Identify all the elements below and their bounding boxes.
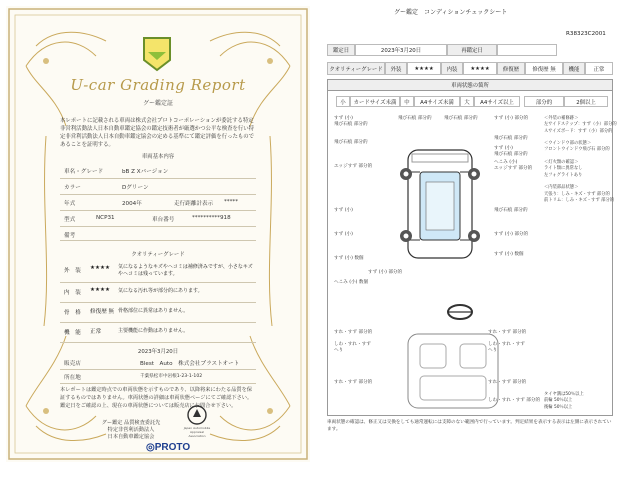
location-label: 所在地 bbox=[64, 375, 81, 381]
quality-label: クオリティーグレード bbox=[327, 62, 385, 75]
diagram-label: しわ・すれ・すず 部分的 bbox=[488, 398, 541, 403]
chassis-label: 車台番号 bbox=[152, 217, 175, 223]
date-label: 鑑定日 bbox=[327, 44, 355, 56]
sheet-code: R38323C2001 bbox=[566, 31, 606, 37]
grade-row-frame bbox=[60, 304, 256, 323]
diagram-label: すず (小) bbox=[334, 208, 353, 213]
legend-medium: 中 bbox=[400, 96, 414, 107]
field-label: 備考 bbox=[64, 233, 76, 239]
diagram-label: すれ・すず 部分的 bbox=[334, 380, 373, 385]
grade-label: 内 装 bbox=[64, 290, 81, 296]
diagram-label: すれ・すず 部分的 bbox=[334, 330, 373, 335]
car-top-view-diagram bbox=[390, 144, 490, 264]
certificate-intro: 本レポートに記載される車両は株式会社プロトコーポレーションが委託する特定非営利活動法人日本自動車鑑定協会の鑑定技術者が厳選かつ公平な検査を行い特定非営利活動法人日本自動車鑑定協会の定める基準にて鑑定評価を行ったものであることを証明する。 bbox=[60, 118, 255, 148]
field-row-notes bbox=[60, 226, 256, 241]
field-label: 型式 bbox=[64, 217, 76, 223]
function-label: 機能 bbox=[563, 62, 585, 75]
field-row-year bbox=[60, 194, 256, 211]
legend-large: 大 bbox=[460, 96, 474, 107]
diagram-label: 飛び石痕 部分的 bbox=[398, 116, 432, 121]
grade-label: 骨 格 bbox=[64, 310, 81, 316]
certificate-subtitle: グー鑑定証 bbox=[142, 100, 173, 107]
org-line: グー鑑定 品質検査委託先 bbox=[101, 420, 161, 426]
diagram-label: エッジすず 部分的 bbox=[334, 164, 373, 169]
grade-desc: 主要機能に作動はありません。 bbox=[118, 328, 189, 334]
grading-certificate bbox=[6, 6, 310, 462]
diagram-label: 飛び石痕 部分的 bbox=[334, 140, 368, 145]
field-row-color bbox=[60, 178, 256, 195]
repair-value: 修復歴 無 bbox=[525, 62, 563, 75]
location-value: 千葉県松市中岩根1-23-1-102 bbox=[140, 374, 203, 379]
grade-row-interior bbox=[60, 284, 256, 303]
function-value: 正常 bbox=[585, 62, 613, 75]
diagram-label: 飛び石痕 部分的 bbox=[494, 208, 528, 213]
store-label: 販売店 bbox=[64, 361, 81, 367]
grade-label: 外 装 bbox=[64, 268, 81, 274]
mileage-value: ***** bbox=[224, 199, 238, 205]
grade-row-function bbox=[60, 324, 256, 343]
grade-stars: 修復歴 無 bbox=[90, 309, 115, 315]
diagram-label: しわ・すれ・すず へり bbox=[334, 342, 371, 353]
grade-stars: ★★★★ bbox=[90, 287, 111, 293]
legend-multiple: 2個以上 bbox=[564, 96, 608, 107]
diagram-label: すず (小) 飛び石痕 部分的 bbox=[494, 146, 528, 157]
side-notes: ＜外装の補修跡＞ 左サイドステップ：すず（小）部分的 Ａサイズボード：すず（小）部分的 ＜ウインドウ部の状態＞ フロントウインドウ飛び石 部分的 ＜灯火類の確認＞ ライト類に異常なし 左フォグライトあり ＜内装部品状態＞ 天張り：しみ・キズ・すず 部分的 前トリム：しみ・キズ・すず 部分的 bbox=[544, 116, 617, 203]
field-row-model bbox=[60, 210, 256, 227]
field-row-name bbox=[60, 162, 256, 179]
jaaa-text: Japan Automobile Appraisal Association bbox=[183, 426, 211, 438]
panel-head: 車両状態の箇所 bbox=[328, 80, 612, 91]
org-line: 日本自動車鑑定協会 bbox=[107, 434, 155, 440]
certificate-title: U-car Grading Report bbox=[70, 76, 246, 94]
diagram-label: すず (小) 部分的 bbox=[368, 270, 403, 275]
grade-stars: 正常 bbox=[90, 329, 102, 335]
store-value: Blest Auto 株式会社プラストオート bbox=[140, 361, 240, 367]
diagram-label: すず (小) 飛び石痕 部分的 bbox=[334, 116, 368, 127]
grade-label: 機 能 bbox=[64, 330, 81, 336]
field-value: bB Z Xバージョン bbox=[122, 169, 169, 175]
exterior-label: 外装 bbox=[385, 62, 407, 75]
goo-appraisal-badge-icon bbox=[140, 34, 174, 74]
grade-stars: ★★★★ bbox=[90, 265, 111, 271]
grade-desc: 気になる汚れ等が部分的にあります。 bbox=[118, 288, 203, 294]
org-line: 特定非営利活動法人 bbox=[107, 427, 155, 433]
field-value: 2004年 bbox=[122, 201, 142, 207]
date-value: 2023年3月20日 bbox=[355, 44, 447, 56]
legend-medium-desc: A4サイズ未満 bbox=[414, 96, 460, 107]
grade-row-exterior bbox=[60, 262, 256, 283]
field-label: 車名・グレード bbox=[64, 169, 104, 175]
diagram-label: すれ・すず 部分的 bbox=[488, 330, 527, 335]
steering-wheel-icon bbox=[446, 302, 474, 322]
grade-desc: 骨格部位に異常はありません。 bbox=[118, 308, 189, 314]
repair-label: 修復歴 bbox=[497, 62, 525, 75]
legend-small: 小 bbox=[336, 96, 350, 107]
reappraisal-value bbox=[497, 44, 557, 56]
diagram-label: すず (小) 部分的 bbox=[494, 232, 529, 237]
vehicle-section-head: 車両基本内容 bbox=[141, 154, 175, 160]
diagram-label: しわ・すれ・すず へり bbox=[488, 342, 525, 353]
vehicle-condition-panel bbox=[327, 79, 617, 416]
interior-stars: ★★★★ bbox=[463, 62, 497, 75]
diagram-label: すれ・すず 部分的 bbox=[488, 380, 527, 385]
legend-small-desc: カードサイズ未満 bbox=[350, 96, 400, 107]
grade-desc: 気になるようなキズやヘコミは補修済みですが、小さなキズやヘコミは残っています。 bbox=[118, 264, 253, 277]
diagram-label: すず (小) bbox=[334, 232, 353, 237]
field-label: 年式 bbox=[64, 201, 76, 207]
certificate-footer-note: 本レポートは鑑定時点での車両状態を示すものであり、以降将来にわたる品質を保証するものではありません。車両状態の詳細は車両状態ページにてご確認下さい。鑑定日をご確認の上、現在の車両状態については販売店にお問合せ下さい。 bbox=[60, 387, 253, 409]
legend-large-desc: A4サイズ以上 bbox=[474, 96, 520, 107]
diagram-label: すず (小) 部分的 bbox=[494, 116, 529, 121]
interior-label: 内装 bbox=[441, 62, 463, 75]
diagram-label: 飛び石痕 部分的 bbox=[494, 136, 528, 141]
diagram-label: へこみ (小) 数個 bbox=[334, 280, 369, 285]
chassis-value: **********918 bbox=[192, 215, 231, 221]
appraisal-date: 2023年3月20日 bbox=[137, 349, 179, 355]
tire-note: タイヤ溝は50％以上 前輪 50％以上 後輪 50％以上 bbox=[544, 392, 584, 410]
legend-partial: 部分的 bbox=[524, 96, 564, 107]
proto-logo-text: PROTO bbox=[154, 442, 191, 453]
proto-logo bbox=[146, 442, 190, 453]
proto-mark-icon: ◎ bbox=[146, 442, 155, 453]
reappraisal-label: 再鑑定日 bbox=[447, 44, 497, 56]
mileage-label: 走行距離計表示 bbox=[174, 201, 214, 207]
diagram-label: すず (小) 数個 bbox=[494, 252, 524, 257]
store-row bbox=[60, 356, 256, 370]
quality-section-head: クオリティーグレード bbox=[131, 252, 185, 258]
location-row bbox=[60, 370, 256, 384]
exterior-stars: ★★★★ bbox=[407, 62, 441, 75]
sheet-title: グー鑑定 コンディションチェックシート bbox=[394, 9, 508, 16]
field-value: NCP31 bbox=[96, 215, 115, 221]
bottom-note: 車両状態の確認は、修正又は交換をしても通常運転には支障のない範囲内で行っています。判定結果を表示する表示は左側に表示されています。 bbox=[327, 420, 612, 432]
jaaa-logo-icon bbox=[186, 404, 208, 426]
organization-block bbox=[96, 420, 166, 441]
diagram-label: へこみ (小) エッジすず 部分的 bbox=[494, 160, 533, 171]
diagram-label: すず (小) 数個 bbox=[334, 256, 364, 261]
diagram-label: 飛び石痕 部分的 bbox=[444, 116, 478, 121]
field-label: カラー bbox=[64, 185, 81, 191]
field-value: Dグリーン bbox=[122, 185, 149, 191]
